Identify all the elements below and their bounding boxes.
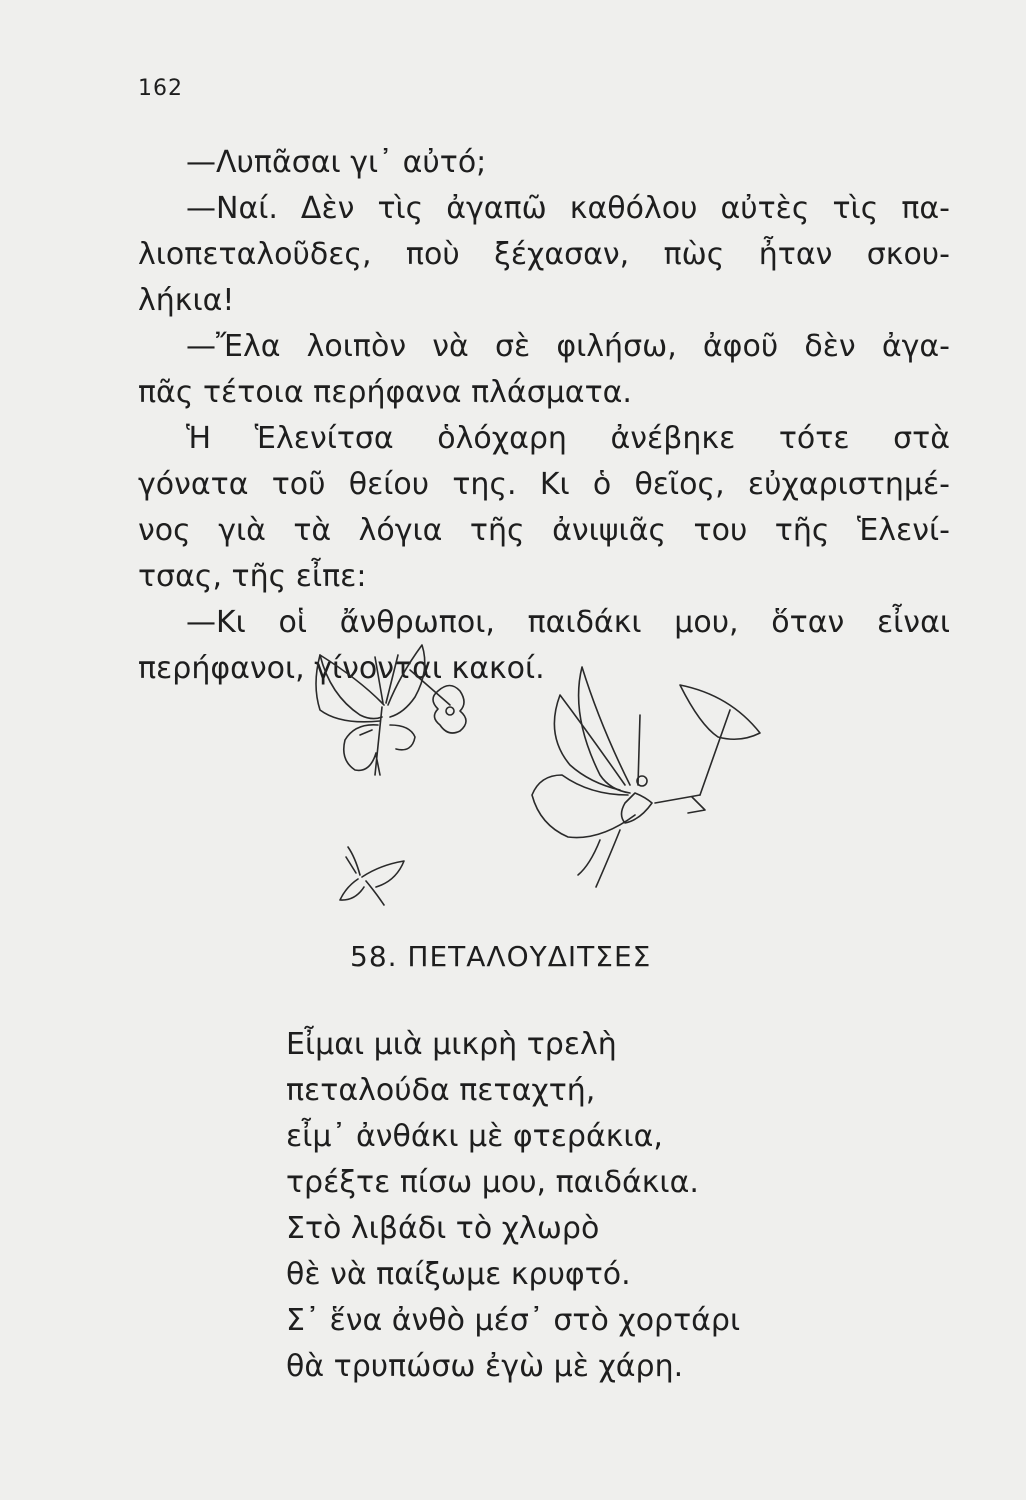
prose-line: —Λυπᾶσαι γι᾽ αὐτό;: [186, 145, 487, 180]
prose-line: γόνατα τοῦ θείου της. Κι ὁ θεῖος, εὐχαριστημέ-: [138, 467, 950, 502]
prose-line: λήκια!: [138, 283, 235, 318]
poem-line: Σ᾽ ἕνα ἀνθὸ μέσ᾽ στὸ χορτάρι: [286, 1303, 741, 1338]
prose-text: [138, 140, 950, 692]
prose-line: νος γιὰ τὰ λόγια τῆς ἀνιψιᾶς του τῆς Ἑλενί-: [138, 513, 950, 548]
poem-line: Εἶμαι μιὰ μικρὴ τρελὴ: [286, 1027, 617, 1062]
prose-line: πᾶς τέτοια περήφανα πλάσματα.: [138, 375, 632, 410]
page-number: 162: [138, 76, 183, 101]
prose-line: τσας, τῆς εἶπε:: [138, 559, 367, 594]
poem-line: θὰ τρυπώσω ἐγὼ μὲ χάρη.: [286, 1349, 684, 1384]
prose-line: λιοπεταλοῦδες, ποὺ ξέχασαν, πὼς ἦταν σκου-: [138, 237, 950, 272]
butterfly-with-parasol-icon: [532, 667, 760, 887]
prose-line: —Ἔλα λοιπὸν νὰ σὲ φιλήσω, ἀφοῦ δὲν ἀγα-: [186, 329, 950, 364]
prose-line: —Ναί. Δὲν τὶς ἀγαπῶ καθόλου αὐτὲς τὶς πα-: [186, 191, 950, 226]
small-butterfly-icon: [340, 847, 404, 905]
butterfly-with-violin-icon: [316, 645, 466, 775]
poem-title: 58. ΠΕΤΑΛΟΥΔΙΤΣΕΣ: [350, 940, 652, 973]
poem-line: θὲ νὰ παίξωμε κρυφτό.: [286, 1257, 631, 1292]
poem-line: Στὸ λιβάδι τὸ χλωρὸ: [286, 1211, 600, 1246]
poem: [286, 1022, 846, 1390]
poem-line: τρέξτε πίσω μου, παιδάκια.: [286, 1165, 699, 1200]
prose-line: Ἡ Ἑλενίτσα ὁλόχαρη ἀνέβηκε τότε στὰ: [186, 421, 950, 456]
prose-line: —Κι οἱ ἄνθρωποι, παιδάκι μου, ὅταν εἶναι: [186, 605, 950, 640]
poem-line: εἶμ᾽ ἀνθάκι μὲ φτεράκια,: [286, 1119, 663, 1154]
prose-line: περήφανοι, γίνονται κακοί.: [138, 651, 545, 686]
poem-line: πεταλούδα πεταχτή,: [286, 1073, 596, 1108]
butterflies-illustration: [300, 625, 780, 910]
